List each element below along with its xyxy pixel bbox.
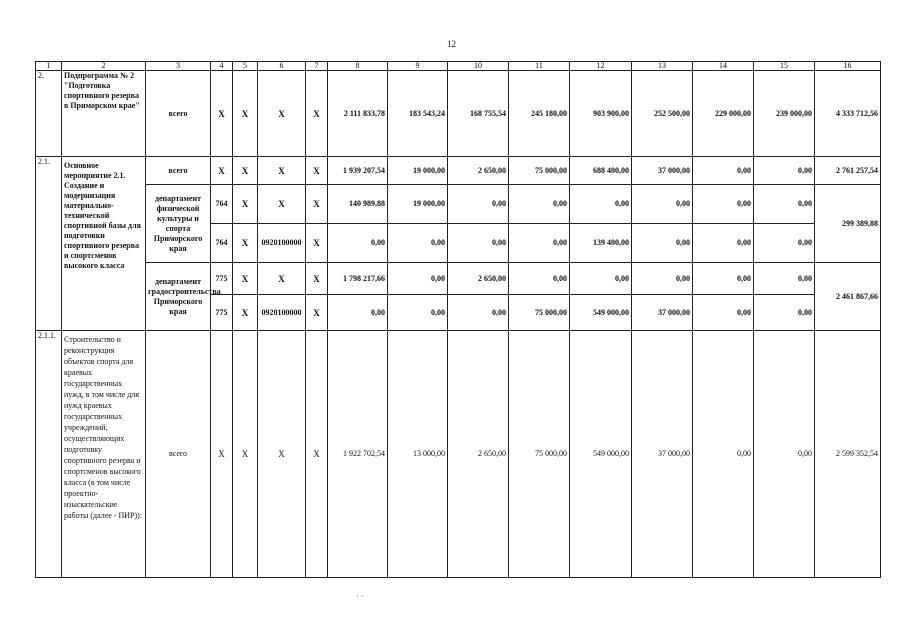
code-cell: 764	[211, 185, 233, 224]
code-cell: Х	[211, 157, 233, 185]
value-cell: 37 000,00	[632, 331, 693, 578]
value-cell: 0,00	[448, 224, 509, 263]
value-cell: 0,00	[754, 224, 815, 263]
value-cell: 0,00	[448, 185, 509, 224]
value-cell: 549 000,00	[570, 331, 632, 578]
col-header: 15	[754, 62, 815, 71]
value-cell: 0,00	[632, 185, 693, 224]
value-cell: 0,00	[388, 295, 448, 331]
value-cell: 0,00	[509, 224, 570, 263]
code-cell: 775	[211, 263, 233, 295]
value-cell: 75 000,00	[509, 331, 570, 578]
col-header: 7	[306, 62, 328, 71]
code-cell: Х	[306, 224, 328, 263]
code-cell: Х	[306, 263, 328, 295]
code-cell: Х	[306, 331, 328, 578]
code-cell: 775	[211, 295, 233, 331]
col-header: 14	[693, 62, 754, 71]
row-number: 2.1.1.	[36, 331, 62, 578]
col-header: 2	[62, 62, 146, 71]
value-cell: 0,00	[632, 224, 693, 263]
executor-cell: всего	[146, 71, 211, 157]
col-header: 16	[815, 62, 881, 71]
code-cell: Х	[233, 263, 258, 295]
row-title: Основное мероприятие 2.1. Создание и модернизация материально-технической спортивной базы для подготовки спортивного резерва и спортсменов высокого класса	[62, 157, 146, 331]
value-cell: 0,00	[754, 185, 815, 224]
value-cell: 0,00	[693, 224, 754, 263]
value-cell: 2 650,00	[448, 263, 509, 295]
value-cell: 75 000,00	[509, 157, 570, 185]
col-header: 9	[388, 62, 448, 71]
value-cell: 0,00	[509, 263, 570, 295]
col-header: 6	[258, 62, 306, 71]
row-number: 2.	[36, 71, 62, 157]
code-cell: Х	[233, 331, 258, 578]
value-cell: 0,00	[632, 263, 693, 295]
value-cell: 139 400,00	[570, 224, 632, 263]
code-cell: Х	[233, 295, 258, 331]
col-header: 8	[328, 62, 388, 71]
executor-cell: всего	[146, 157, 211, 185]
value-cell: 239 000,00	[754, 71, 815, 157]
value-cell: 2 111 833,78	[328, 71, 388, 157]
code-cell: Х	[306, 185, 328, 224]
value-cell: 0,00	[570, 185, 632, 224]
table-row	[36, 263, 881, 295]
row-title: Строительство и реконструкция объектов спорта для краевых государственных нужд, в том числе для нужд краевых государственных учреждений, осуществляющих подготовку спортивного резерва и спортсменов высокого класса (в том числе проектно-изыскательские работы (далее - ПИР)):	[62, 331, 146, 578]
code-cell: Х	[258, 331, 306, 578]
value-cell: 1 798 217,66	[328, 263, 388, 295]
code-cell: Х	[233, 224, 258, 263]
code-cell: Х	[233, 157, 258, 185]
value-cell: 37 000,00	[632, 295, 693, 331]
col-header: 11	[509, 62, 570, 71]
value-cell: 0,00	[570, 263, 632, 295]
value-cell: 0,00	[693, 185, 754, 224]
value-cell: 13 000,00	[388, 331, 448, 578]
value-cell: 37 000,00	[632, 157, 693, 185]
code-cell: Х	[258, 263, 306, 295]
value-cell: 19 000,00	[388, 157, 448, 185]
value-cell: 0,00	[448, 295, 509, 331]
code-cell: Х	[258, 185, 306, 224]
value-cell: 0,00	[693, 157, 754, 185]
value-cell: 1 939 207,54	[328, 157, 388, 185]
value-cell: 688 400,00	[570, 157, 632, 185]
code-cell: 0920100000	[258, 295, 306, 331]
value-cell: 903 900,00	[570, 71, 632, 157]
code-cell: 0920100000	[258, 224, 306, 263]
table-row	[36, 71, 881, 157]
code-cell: Х	[306, 295, 328, 331]
code-cell: Х	[258, 71, 306, 157]
value-cell: 0,00	[754, 157, 815, 185]
col-header: 10	[448, 62, 509, 71]
value-cell: 0,00	[328, 224, 388, 263]
value-cell: 0,00	[693, 295, 754, 331]
col-header: 12	[570, 62, 632, 71]
total-cell: 4 333 712,56	[815, 71, 881, 157]
code-cell: Х	[211, 331, 233, 578]
value-cell: 0,00	[754, 263, 815, 295]
value-cell: 0,00	[388, 263, 448, 295]
executor-cell: всего	[146, 331, 211, 578]
total-cell: 299 389,88	[815, 185, 881, 263]
code-cell: Х	[233, 71, 258, 157]
value-cell: 140 989,88	[328, 185, 388, 224]
total-cell: 2 761 257,54	[815, 157, 881, 185]
table-row	[36, 331, 881, 578]
table-row	[36, 157, 881, 185]
value-cell: 245 180,00	[509, 71, 570, 157]
page-number: 12	[447, 39, 456, 49]
value-cell: 0,00	[754, 331, 815, 578]
total-cell: 2 461 867,66	[815, 263, 881, 331]
code-cell: 764	[211, 224, 233, 263]
value-cell: 19 000,00	[388, 185, 448, 224]
value-cell: 549 000,00	[570, 295, 632, 331]
value-cell: 0,00	[693, 331, 754, 578]
code-cell: Х	[211, 71, 233, 157]
col-header: 4	[211, 62, 233, 71]
value-cell: 1 922 702,54	[328, 331, 388, 578]
code-cell: Х	[258, 157, 306, 185]
row-number: 2.1.	[36, 157, 62, 331]
header-row	[36, 62, 881, 71]
col-header: 5	[233, 62, 258, 71]
value-cell: 168 755,54	[448, 71, 509, 157]
budget-table	[35, 61, 881, 578]
table-row	[36, 185, 881, 224]
value-cell: 0,00	[754, 295, 815, 331]
executor-department: департамент градостроительства Приморского края	[146, 263, 211, 331]
value-cell: 0,00	[509, 185, 570, 224]
code-cell: Х	[306, 71, 328, 157]
executor-department: департамент физической культуры и спорта Приморского края	[146, 185, 211, 263]
value-cell: 0,00	[388, 224, 448, 263]
col-header: 3	[146, 62, 211, 71]
value-cell: 75 000,00	[509, 295, 570, 331]
value-cell: 2 650,00	[448, 331, 509, 578]
scan-speck: · ·	[356, 592, 364, 601]
value-cell: 252 500,00	[632, 71, 693, 157]
value-cell: 2 650,00	[448, 157, 509, 185]
code-cell: Х	[233, 185, 258, 224]
total-cell: 2 599 352,54	[815, 331, 881, 578]
code-cell: Х	[306, 157, 328, 185]
value-cell: 183 543,24	[388, 71, 448, 157]
value-cell: 0,00	[328, 295, 388, 331]
col-header: 1	[36, 62, 62, 71]
col-header: 13	[632, 62, 693, 71]
value-cell: 229 000,00	[693, 71, 754, 157]
value-cell: 0,00	[693, 263, 754, 295]
row-title: Подпрограмма № 2 "Подготовка спортивного резерва в Приморском крае"	[62, 71, 146, 157]
